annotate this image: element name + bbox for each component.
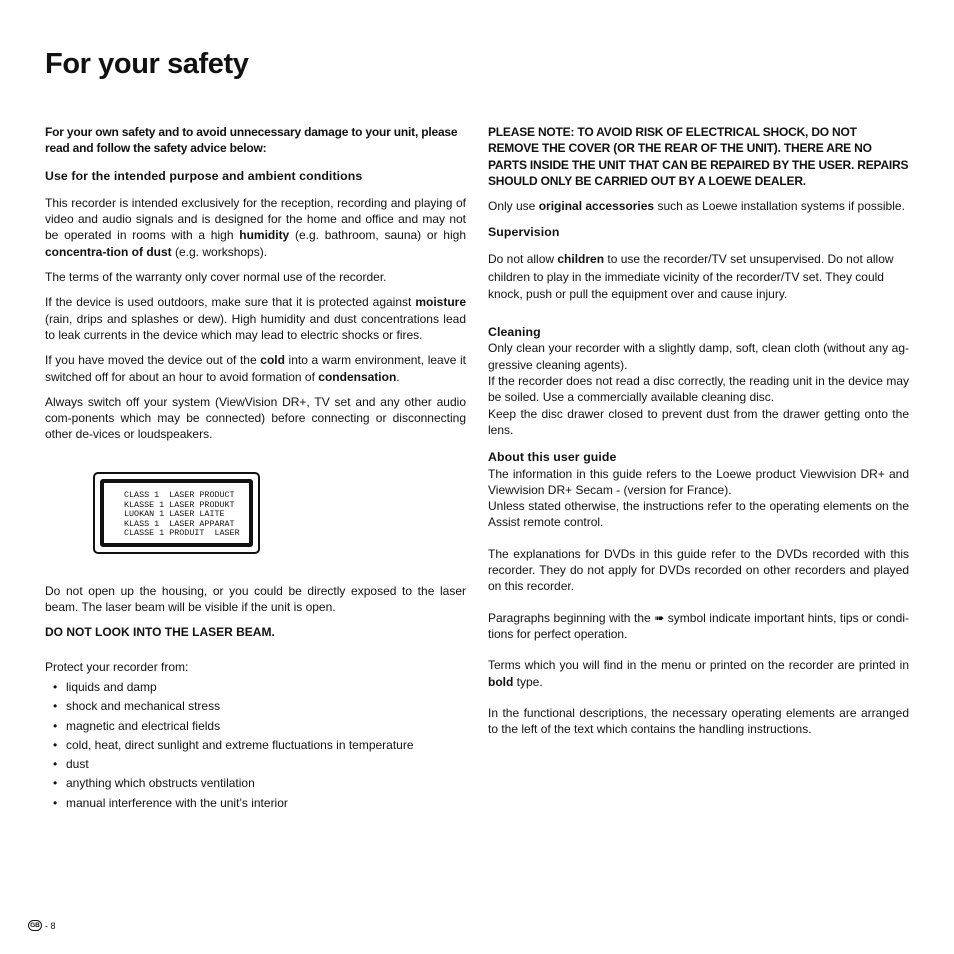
page-number: - 8 [45,920,56,931]
guide-paragraph-5: Terms which you will find in the menu or printed on the recorder are printed in bold type. [488,658,909,689]
list-item: • dust [45,756,466,775]
laser-warning: DO NOT LOOK INTO THE LASER BEAM. [45,625,275,640]
right-column [488,124,909,737]
heading-supervision: Supervision [488,225,560,240]
outdoor-paragraph: If the device is used outdoors, make sure that it is protected against moisture (rain, drips and splashes or dew). High humidity and dust concentrations lead to leak currents in the device which may lead to electric shocks or fires. [45,295,466,342]
laser-label-text: CLASS 1 LASER PRODUCT KLASSE 1 LASER PRODUKT LUOKAN 1 LASER LAITE KLASS 1 LASER APPARAT CLASSE 1 PRODUIT LASER [100,479,253,547]
guide-paragraph-2: Unless stated otherwise, the instructions refer to the operating elements on the Assist remote control. [488,499,909,530]
hint-arrow-icon: ➠ [654,610,665,625]
warranty-paragraph: The terms of the warranty only cover normal use of the recorder. [45,270,387,285]
list-item: • manual interference with the unit’s interior [45,795,466,814]
accessories-paragraph: Only use original accessories such as Loewe installation systems if possible. [488,199,905,214]
guide-paragraph-1: The information in this guide refers to the Loewe product Viewvision DR+ and Viewvision DR+ Secam - (version for France). [488,466,909,497]
supervision-paragraph: Do not allow children to use the recorder/TV set unsupervised. Do not allow children to play in the immediate vicinity of the recorder/TV set. They could knock, push or pull the equipment over and cause injury. [488,251,894,302]
intended-use-paragraph: This recorder is intended exclusively for the reception, recording and playing of video and audio signals and is designed for the home and office and may not be operated in rooms with a high humidity (e.g. bathroom, sauna) or high concentra-tion of dust (e.g. workshops). [45,195,466,259]
condensation-paragraph: If you have moved the device out of the cold into a warm environment, leave it switched off for about an hour to avoid formation of condensation. [45,353,466,384]
left-column [45,124,466,814]
housing-paragraph: Do not open up the housing, or you could be directly exposed to the laser beam. The laser beam will be visible if the unit is open. [45,583,466,615]
guide-paragraph-4: Paragraphs beginning with the ➠ symbol indicate important hints, tips or condi-tions for perfect operation. [488,610,909,641]
list-item: • magnetic and electrical fields [45,718,466,737]
country-badge: GB [28,920,42,931]
page-title: For your safety [45,48,249,80]
heading-user-guide: About this user guide [488,450,617,465]
list-item: • shock and mechanical stress [45,698,466,717]
cleaning-paragraph-2: If the recorder does not read a disc correctly, the reading unit in the device may be soiled. Use a commercially available cleaning disc. [488,374,909,405]
list-item: • liquids and damp [45,679,466,698]
list-item: • anything which obstructs ventilation [45,775,466,794]
cleaning-paragraph-1: Only clean your recorder with a slightly damp, soft, clean cloth (without any ag-gressive cleaning agents). [488,341,909,372]
laser-class-label [93,472,260,554]
please-note: PLEASE NOTE: TO AVOID RISK OF ELECTRICAL SHOCK, DO NOT REMOVE THE COVER (OR THE REAR OF THE UNIT). THERE ARE NO PARTS INSIDE THE UNIT THAT CAN BE REPAIRED BY THE USER. REPAIRS SHOULD ONLY BE CARRIED OUT BY A LOEWE DEALER. [488,125,909,188]
heading-intended-use: Use for the intended purpose and ambient conditions [45,168,363,183]
protect-intro: Protect your recorder from: [45,659,189,674]
protect-list [45,679,466,814]
heading-cleaning: Cleaning [488,325,541,340]
switch-off-paragraph: Always switch off your system (ViewVision DR+, TV set and any other audio com-ponents which may be connected) before connecting or disconnecting other de-vices or loudspeakers. [45,394,466,442]
guide-paragraph-3: The explanations for DVDs in this guide refer to the DVDs recorded with this recorder. They do not apply for DVDs recorded on other recorders and played on this recorder. [488,546,909,594]
intro-text: For your own safety and to avoid unnecessary damage to your unit, please read and follow the safety advice below: [45,125,458,156]
page-footer [28,920,56,931]
guide-paragraph-6: In the functional descriptions, the necessary operating elements are arranged to the left of the text which contains the handling instructions. [488,705,909,737]
cleaning-paragraph-3: Keep the disc drawer closed to prevent dust from the drawer getting onto the lens. [488,406,909,437]
list-item: • cold, heat, direct sunlight and extreme fluctuations in temperature [45,737,466,756]
